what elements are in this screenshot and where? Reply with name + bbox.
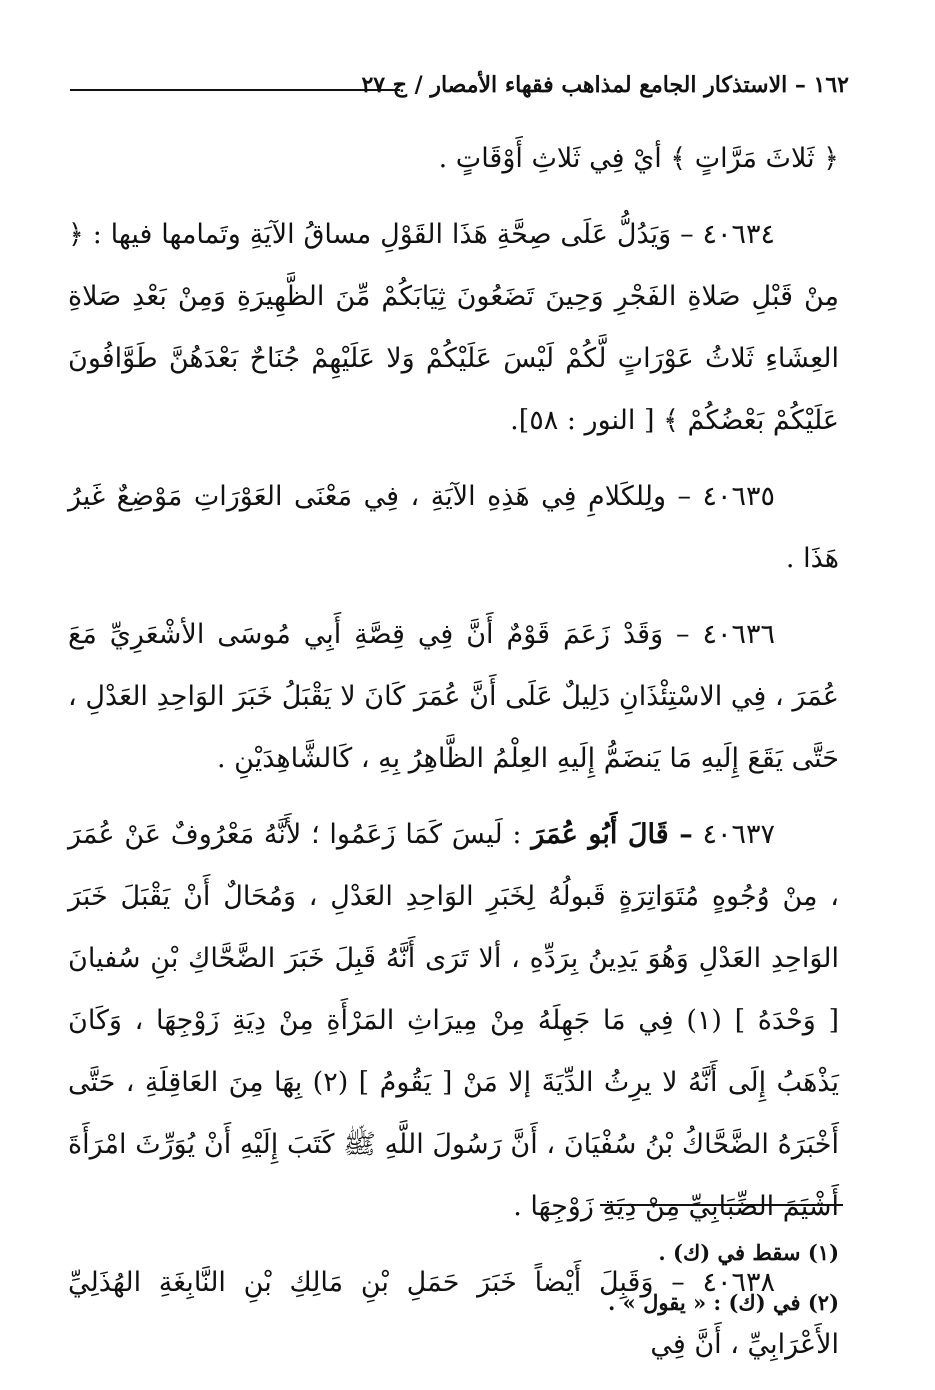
paragraph-text: : لَيسَ كَمَا زَعَمُوا ؛ لأَنَّهُ مَعْرُوفٌ عَنْ عُمَرَ ، مِنْ وُجُوهٍ مُتَوَاتِرَةٍ قَبولُهُ لِخَبَرِ الوَاحِدِ العَدْلِ ، وَمُحَالٌ أَنْ يَقْبَلَ خَبَرَ الوَاحِدِ العَدْلِ وَهُوَ يَدِينُ بِرَدِّهِ ، ألا تَرَى أَنَّهُ قَبِلَ خَبَرَ الضَّحَّاكِ بْنِ سُفيانَ [ وَحْدَهُ ] (١) فِي مَا جَهِلَهُ مِنْ مِيرَاثِ المَرْأَةِ مِنْ دِيَةِ زَوْجِهَا ، وَكَانَ يَذْهَبُ إِلَى أَنَّهُ لا يرِثُ الدِّيَةَ إلا مَنْ [ يَقُومُ ] (٢) بِهَا مِنَ العَاقِلَةِ ، حَتَّى أَخْبَرَهُ الضَّحَّاكُ بْنُ سُفْيَانَ ، أَنَّ رَسُولَ اللَّهِ ﷺ كَتَبَ إِلَيْهِ أَنْ يُوَرِّثَ امْرَأَةَ أَشْيَمَ الضِّبَابِيِّ مِنْ دِيَةِ زَوْجِهَا . — [68, 819, 839, 1222]
footnotes — [300, 1228, 839, 1328]
footnote-2: (٢) في (ك) : « يقول » . — [608, 1290, 839, 1315]
page-header — [70, 66, 849, 106]
paragraph-number: ٤٠٦٣٧ — [702, 819, 775, 850]
speaker-lead: – قَالَ أَبُو عُمَرَ — [531, 819, 693, 850]
paragraph-text: – وَيَدُلُّ عَلَى صِحَّةِ هَذَا القَوْلِ مساقُ الآيَةِ وتَمامها فيها : ﴿ مِنْ قَبْلِ صَلاةِ الفَجْرِ وَحِينَ تَضَعُونَ ثِيَابَكُمْ مِّنَ الظَّهِيرَةِ وَمِنْ بَعْدِ صَلاةِ العِشَاءِ ثَلاثُ عَوْرَاتٍ لَّكُمْ لَيْسَ عَلَيْكُمْ وَلا عَلَيْهِمْ جُنَاحٌ بَعْدَهُنَّ طَوَّافُونَ عَلَيْكُمْ بَعْضُكُمْ ﴾ [ النور : ٥٨]. — [68, 219, 839, 436]
paragraph-40636 — [68, 604, 839, 790]
paragraph-continuation — [68, 128, 839, 190]
footnote-separator — [600, 1204, 843, 1206]
main-text — [68, 128, 839, 1390]
paragraph-40634 — [68, 204, 839, 452]
paragraph-text: – ولِلكَلامِ فِي هَذِهِ الآيَةِ ، فِي مَعْنَى العَوْرَاتِ مَوْضِعٌ غَيرُ هَذَا . — [68, 481, 839, 574]
paragraph-text: – وَقَدْ زَعَمَ قَوْمٌ أَنَّ فِي قِصَّةِ أَبِي مُوسَى الأشْعَرِيِّ مَعَ عُمَرَ ، فِي الاسْتِئْذَانِ دَلِيلٌ عَلَى أَنَّ عُمَرَ كَانَ لا يَقْبَلُ خَبَرَ الوَاحِدِ العَدْلِ ، حَتَّى يَقَعَ إِلَيهِ مَا يَنضَمُّ إِلَيهِ العِلْمُ الظَّاهِرُ بِهِ ، كَالشَّاهِدَيْنِ . — [68, 619, 839, 774]
footnote-1: (١) سقط في (ك) . — [658, 1240, 839, 1265]
paragraph-text: – وَقَبِلَ أَيْضاً خَبَرَ حَمَلِ بْنِ مَالِكِ بْنِ النَّابِغَةِ الهُذَلِيِّ الأَعْرَابِيِّ ، أَنَّ فِي — [68, 1267, 839, 1360]
paragraph-text: ﴿ ثَلاثَ مَرَّاتٍ ﴾ أيْ فِي ثَلاثِ أَوْقَاتٍ . — [438, 143, 839, 174]
paragraph-number: ٤٠٦٣٥ — [702, 481, 775, 512]
paragraph-number: ٤٠٦٣٦ — [702, 619, 776, 650]
paragraph-40637 — [68, 804, 839, 1238]
paragraph-number: ٤٠٦٣٤ — [702, 219, 775, 250]
paragraph-40635 — [68, 466, 839, 590]
header-rule — [70, 89, 400, 91]
running-title: ١٦٢ – الاستذكار الجامع لمذاهب فقهاء الأمصار / ج ٢٧ — [361, 72, 849, 98]
paragraph-number: ٤٠٦٣٨ — [702, 1267, 775, 1298]
